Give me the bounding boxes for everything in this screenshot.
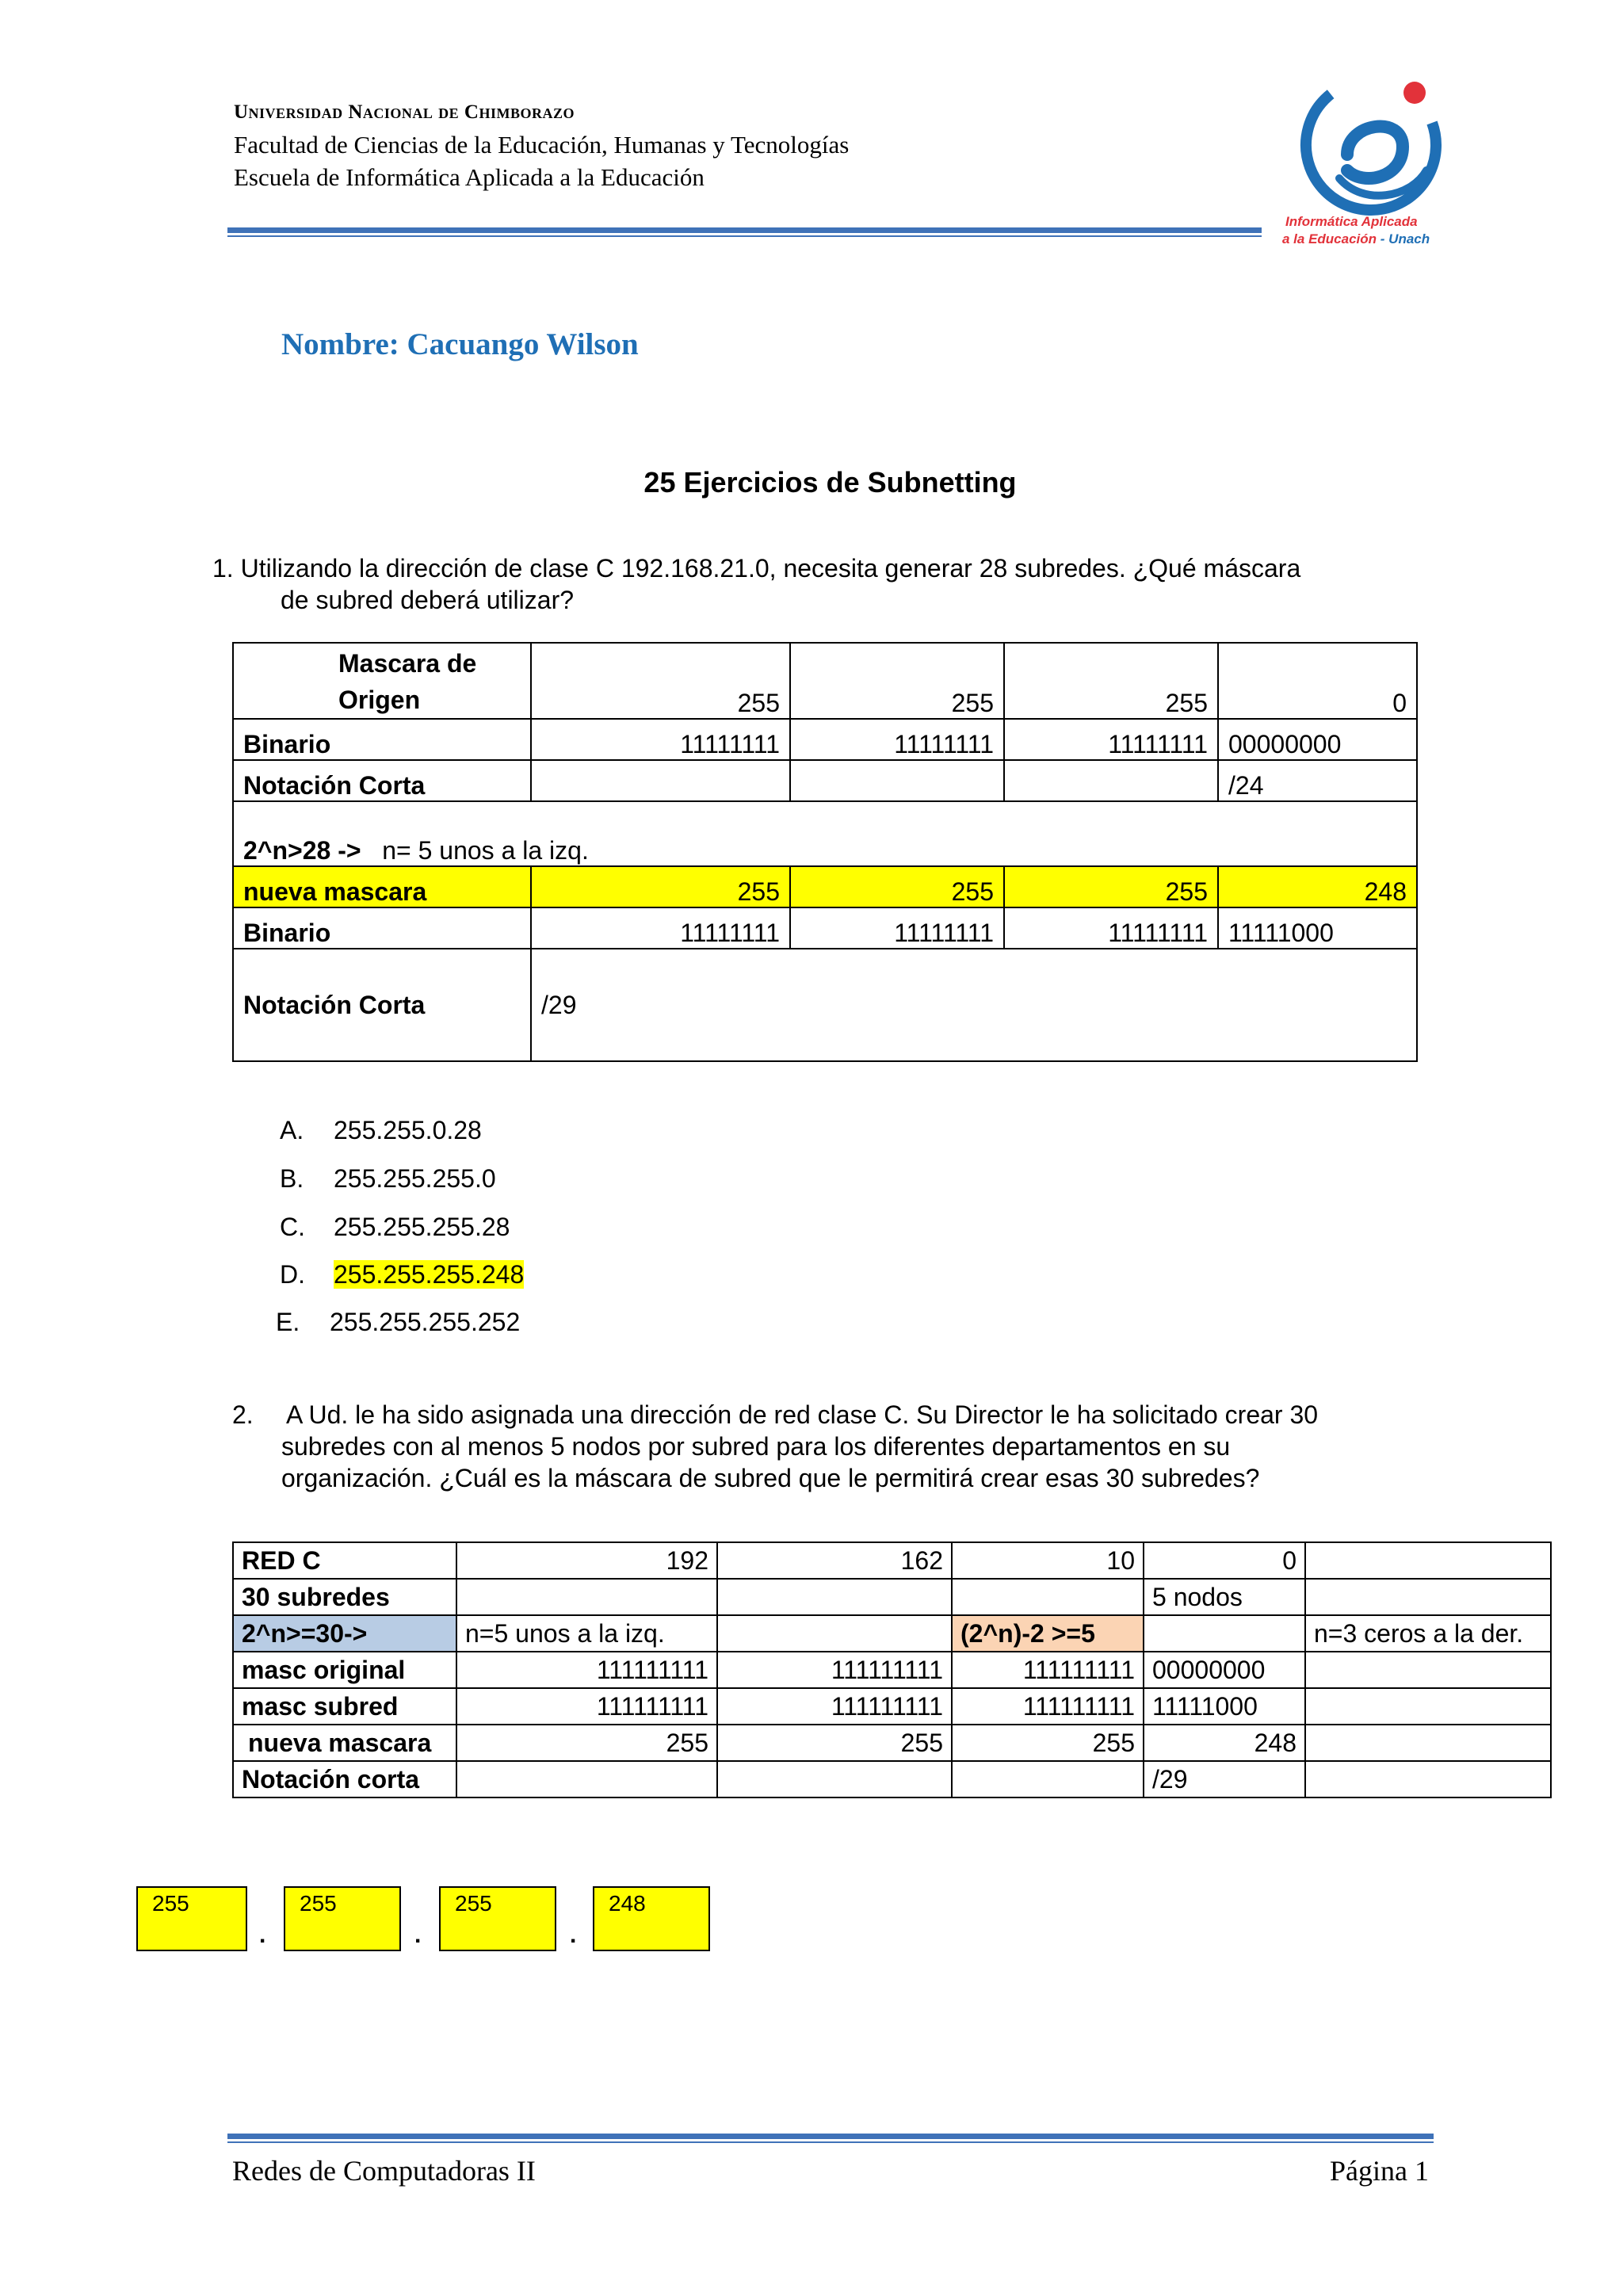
mask-octet-box: 255: [439, 1886, 556, 1951]
mask-dot: .: [570, 1922, 577, 1948]
table-cell: 00000000: [1144, 1652, 1305, 1688]
footer-course: Redes de Computadoras II: [232, 2155, 536, 2187]
table-cell: [1004, 760, 1218, 801]
option-e: [276, 1308, 520, 1337]
option-a: [280, 1116, 482, 1145]
header-university: Universidad Nacional de Chimborazo: [234, 101, 575, 123]
table-cell: /29: [531, 949, 1417, 1061]
table-cell: [717, 1615, 952, 1652]
table-cell: 111111111: [456, 1652, 717, 1688]
table-cell-label: Binario: [233, 907, 531, 949]
table-row: [233, 1761, 1551, 1797]
table-cell: 255: [790, 643, 1004, 719]
table-cell: 255: [1004, 866, 1218, 907]
table-cell: /24: [1218, 760, 1417, 801]
table-cell: 255: [531, 866, 790, 907]
table-cell: [233, 801, 1417, 866]
table-cell: 255: [952, 1725, 1144, 1761]
logo-caption-unach: - Unach: [1380, 231, 1430, 246]
table-row: [233, 760, 1417, 801]
table-row: [233, 907, 1417, 949]
table-cell: (2^n)-2 >=5: [952, 1615, 1144, 1652]
footer-rule-thin: [227, 2141, 1434, 2143]
question-2-line1: A Ud. le ha sido asignada una dirección de red clase C. Su Director le ha solicitado crear 30: [286, 1400, 1319, 1429]
table-row: [233, 949, 1417, 1061]
question-2-line3: organización. ¿Cuál es la máscara de subred que le permitirá crear esas 30 subredes?: [281, 1464, 1260, 1492]
table-cell: 255: [456, 1725, 717, 1761]
footer-rule: [227, 2134, 1434, 2139]
table-cell: 255: [790, 866, 1004, 907]
option-text: 255.255.255.28: [334, 1213, 510, 1241]
table-cell: 248: [1218, 866, 1417, 907]
question-2: [232, 1399, 1468, 1494]
table-cell-label: Notación Corta: [233, 760, 531, 801]
table-cell: [531, 760, 790, 801]
table-cell: [717, 1579, 952, 1615]
table-cell: 00000000: [1218, 719, 1417, 760]
logo-caption-line1: Informática Aplicada: [1285, 214, 1418, 229]
table-cell: [1305, 1542, 1551, 1579]
table-row: [233, 1615, 1551, 1652]
mask-octet-box: 255: [284, 1886, 401, 1951]
table-cell: [456, 1579, 717, 1615]
option-text: 255.255.255.0: [334, 1164, 496, 1193]
table-cell-label: nueva mascara: [233, 1725, 456, 1761]
table-cell-label: nueva mascara: [233, 866, 531, 907]
table-cell: 192: [456, 1542, 717, 1579]
table-cell: 11111111: [531, 719, 790, 760]
table-cell: 11111000: [1218, 907, 1417, 949]
header-school: Escuela de Informática Aplicada a la Educación: [234, 163, 705, 191]
table-cell: [1305, 1761, 1551, 1797]
table-row: [233, 1688, 1551, 1725]
header-rule-thin: [227, 235, 1262, 237]
page-title: 25 Ejercicios de Subnetting: [643, 466, 1017, 499]
header-faculty: Facultad de Ciencias de la Educación, Humanas y Tecnologías: [234, 131, 850, 159]
table-cell: 11111111: [1004, 719, 1218, 760]
formula-label: 2^n>28 ->: [243, 836, 361, 865]
mask-dot: .: [259, 1922, 266, 1948]
unach-logo-icon: [1292, 59, 1458, 218]
table-cell: 111111111: [456, 1688, 717, 1725]
option-text: 255.255.0.28: [334, 1116, 482, 1144]
table-row: [233, 1725, 1551, 1761]
formula-text: n= 5 unos a la izq.: [382, 836, 589, 865]
mask-octet-box: 255: [136, 1886, 247, 1951]
table-cell: 0: [1218, 643, 1417, 719]
question-1: [212, 552, 1425, 616]
option-letter: E.: [276, 1308, 300, 1336]
table-cell-label: Notación Corta: [233, 949, 531, 1061]
mask-octet-box: 248: [593, 1886, 710, 1951]
table-row: [233, 866, 1417, 907]
table-cell: 10: [952, 1542, 1144, 1579]
table-cell: 11111000: [1144, 1688, 1305, 1725]
table-cell: 111111111: [717, 1652, 952, 1688]
table-cell: 11111111: [531, 907, 790, 949]
table-cell-label: masc original: [233, 1652, 456, 1688]
option-letter: C.: [280, 1213, 305, 1241]
table-cell: [1144, 1615, 1305, 1652]
table-cell: n=3 ceros a la der.: [1305, 1615, 1551, 1652]
table-cell: 255: [1004, 643, 1218, 719]
option-letter: A.: [280, 1116, 304, 1144]
table-row: [233, 1542, 1551, 1579]
table-cell: 11111111: [1004, 907, 1218, 949]
option-letter: D.: [280, 1260, 305, 1289]
header-rule: [227, 227, 1262, 233]
table-cell: 11111111: [790, 719, 1004, 760]
option-text-highlighted: 255.255.255.248: [334, 1260, 525, 1289]
table-cell-label: masc subred: [233, 1688, 456, 1725]
table-cell-label: 2^n>=30->: [233, 1615, 456, 1652]
question-1-line2: de subred deberá utilizar?: [281, 586, 575, 614]
table-cell-label: Notación corta: [233, 1761, 456, 1797]
mask-dot: .: [414, 1922, 422, 1948]
label-part: Mascara de: [338, 649, 477, 678]
table-cell-label: Binario: [233, 719, 531, 760]
table-cell: 255: [531, 643, 790, 719]
table-cell: [1305, 1688, 1551, 1725]
option-text: 255.255.255.252: [330, 1308, 521, 1336]
table-cell: 111111111: [717, 1688, 952, 1725]
table-cell: 11111111: [790, 907, 1004, 949]
table-cell: 5 nodos: [1144, 1579, 1305, 1615]
q1-table: [232, 642, 1418, 1062]
table-cell: 111111111: [952, 1652, 1144, 1688]
table-row: [233, 1579, 1551, 1615]
table-cell: /29: [1144, 1761, 1305, 1797]
table-cell: [456, 1761, 717, 1797]
question-2-line2: subredes con al menos 5 nodos por subred para los diferentes departamentos en su: [281, 1432, 1231, 1461]
table-cell: [1305, 1652, 1551, 1688]
option-letter: B.: [280, 1164, 304, 1193]
option-d: [280, 1260, 524, 1289]
table-cell: 162: [717, 1542, 952, 1579]
label-part: Origen: [338, 686, 421, 714]
table-cell-label: 30 subredes: [233, 1579, 456, 1615]
table-cell: 255: [717, 1725, 952, 1761]
question-2-number: 2.: [232, 1400, 254, 1429]
q2-table: [232, 1541, 1552, 1798]
table-cell: 111111111: [952, 1688, 1144, 1725]
table-row: [233, 1652, 1551, 1688]
question-1-line1: 1. Utilizando la dirección de clase C 192.168.21.0, necesita generar 28 subredes. ¿Qué máscara: [212, 554, 1301, 583]
logo-caption-text: a la Educación: [1282, 231, 1377, 246]
table-cell: [717, 1761, 952, 1797]
student-name: Nombre: Cacuango Wilson: [281, 327, 639, 361]
table-cell-label: RED C: [233, 1542, 456, 1579]
table-cell: 248: [1144, 1725, 1305, 1761]
table-cell: [952, 1579, 1144, 1615]
table-cell: [1305, 1579, 1551, 1615]
table-row: [233, 719, 1417, 760]
table-cell-label: [233, 643, 531, 719]
logo-caption-line2: [1282, 231, 1430, 247]
table-cell: [790, 760, 1004, 801]
table-cell: [1305, 1725, 1551, 1761]
table-row: [233, 801, 1417, 866]
option-b: [280, 1164, 496, 1194]
table-cell: [952, 1761, 1144, 1797]
table-row: [233, 643, 1417, 719]
option-c: [280, 1213, 510, 1242]
footer-page-number: Página 1: [1330, 2155, 1429, 2187]
table-cell: 0: [1144, 1542, 1305, 1579]
table-cell: n=5 unos a la izq.: [456, 1615, 717, 1652]
